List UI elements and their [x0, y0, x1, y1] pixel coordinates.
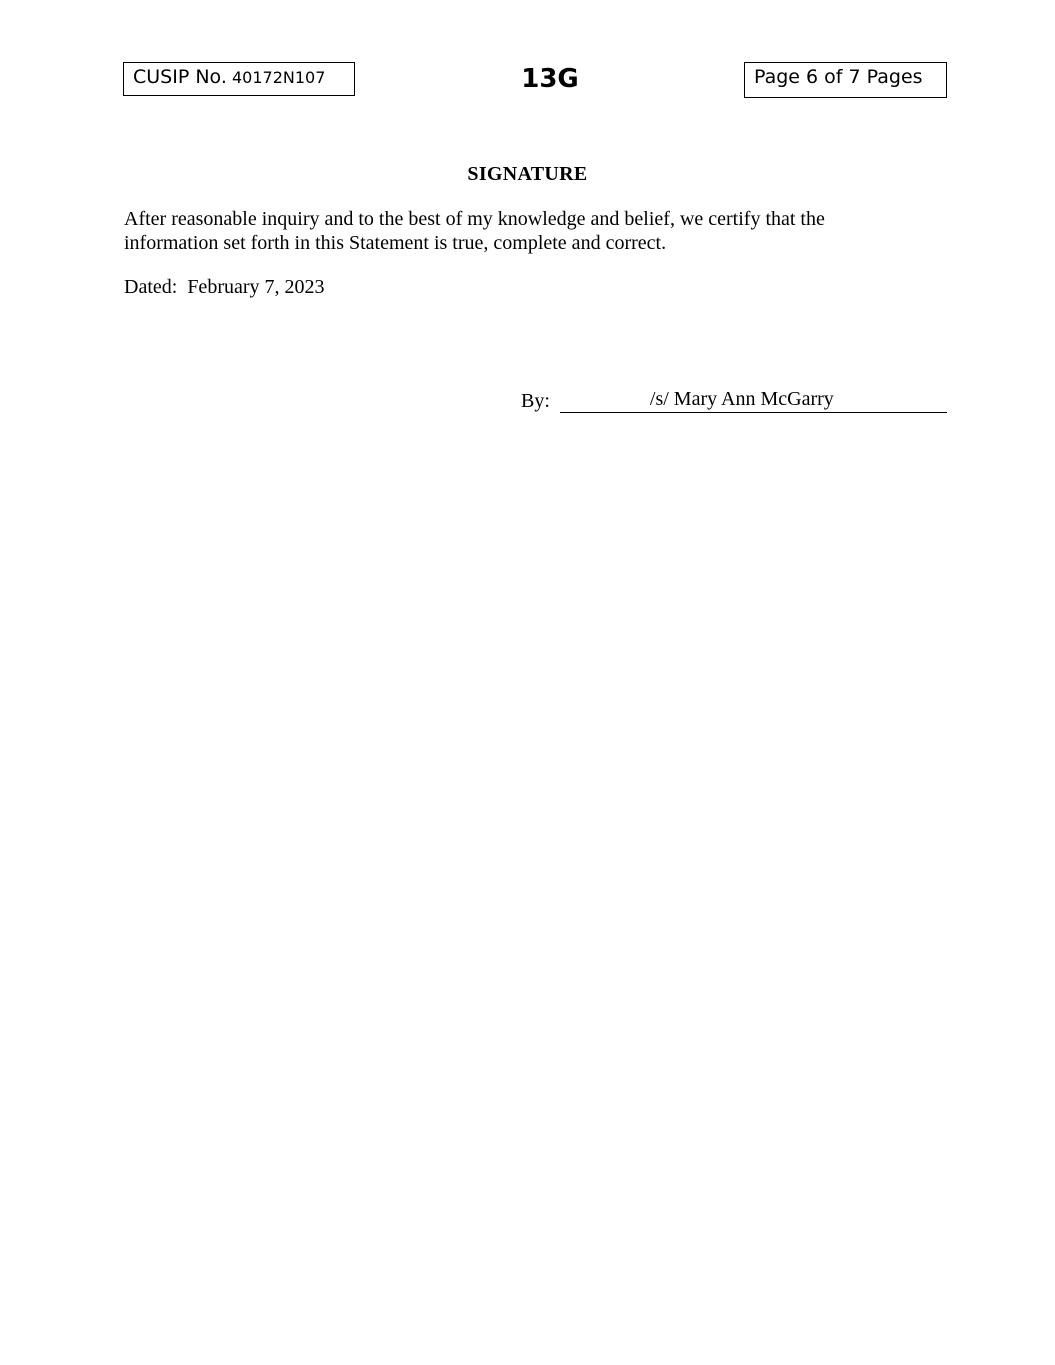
page-indicator: Page 6 of 7 Pages	[744, 62, 947, 98]
dated-line	[124, 276, 325, 299]
dated-label: Dated:	[124, 276, 178, 298]
by-label: By:	[521, 390, 550, 412]
signer-name: /s/ Mary Ann McGarry	[649, 388, 834, 410]
cusip-box	[123, 62, 355, 96]
certification-text: After reasonable inquiry and to the best of my knowledge and belief, we certify that the information set forth in this Statement is true, complete and correct.	[124, 208, 825, 254]
form-title: 13G	[521, 64, 579, 94]
signature-line	[521, 388, 947, 413]
signature-underline	[560, 388, 947, 413]
signature-heading: SIGNATURE	[467, 163, 588, 185]
cusip-number: 40172N107	[231, 68, 326, 87]
cusip-label: CUSIP No.	[133, 66, 227, 88]
dated-value: February 7, 2023	[187, 276, 325, 298]
